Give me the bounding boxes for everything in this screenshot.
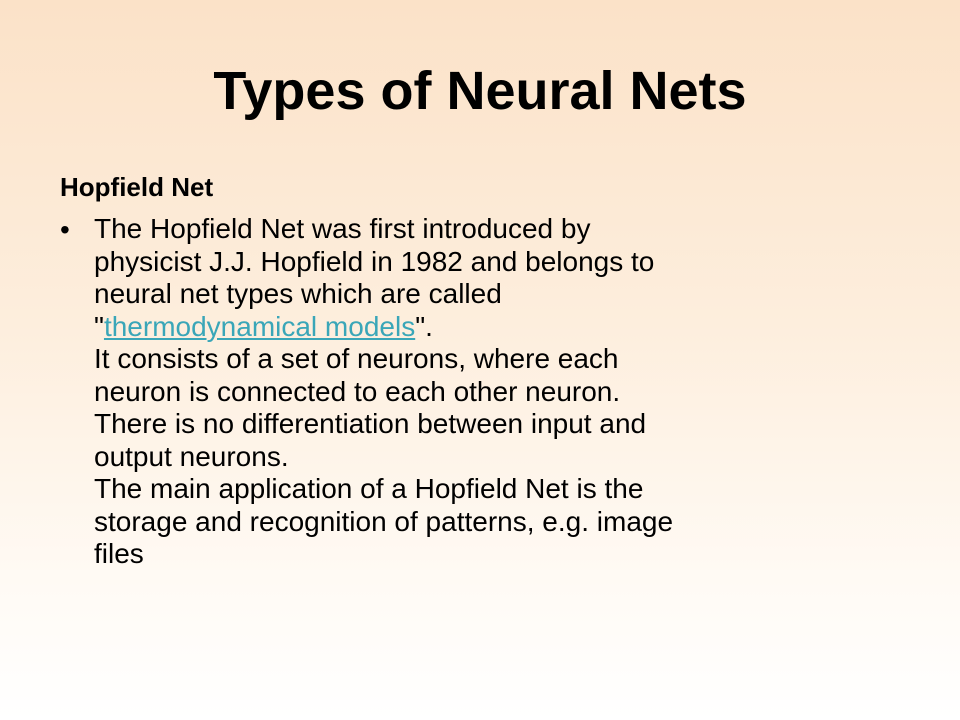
- bullet-paragraph: [94, 213, 880, 571]
- paragraph-line: neuron is connected to each other neuron.: [94, 375, 621, 407]
- bullet-marker: •: [60, 214, 70, 245]
- paragraph-line: The main application of a Hopfield Net is the: [94, 473, 644, 504]
- paragraph-line: It consists of a set of neurons, where each: [94, 343, 619, 374]
- paragraph-line-with-link: [94, 311, 880, 344]
- paragraph-line: storage and recognition of patterns, e.g. image: [94, 505, 674, 537]
- thermodynamical-models-link[interactable]: thermodynamical models: [103, 310, 416, 342]
- paragraph-line: physicist J.J. Hopfield in 1982 and belongs to: [94, 245, 655, 277]
- paragraph-line: There is no differentiation between input and: [94, 408, 647, 439]
- paragraph-line: files: [94, 538, 144, 569]
- paragraph-line: neural net types which are called: [94, 278, 502, 309]
- section-heading: Hopfield Net: [60, 172, 214, 202]
- bullet-item: [60, 213, 880, 571]
- quote-open: ": [94, 310, 104, 342]
- quote-close: ".: [415, 310, 433, 342]
- paragraph-line: The Hopfield Net was first introduced by: [94, 213, 591, 244]
- paragraph-line: output neurons.: [94, 440, 289, 472]
- slide-title: Types of Neural Nets: [213, 61, 747, 121]
